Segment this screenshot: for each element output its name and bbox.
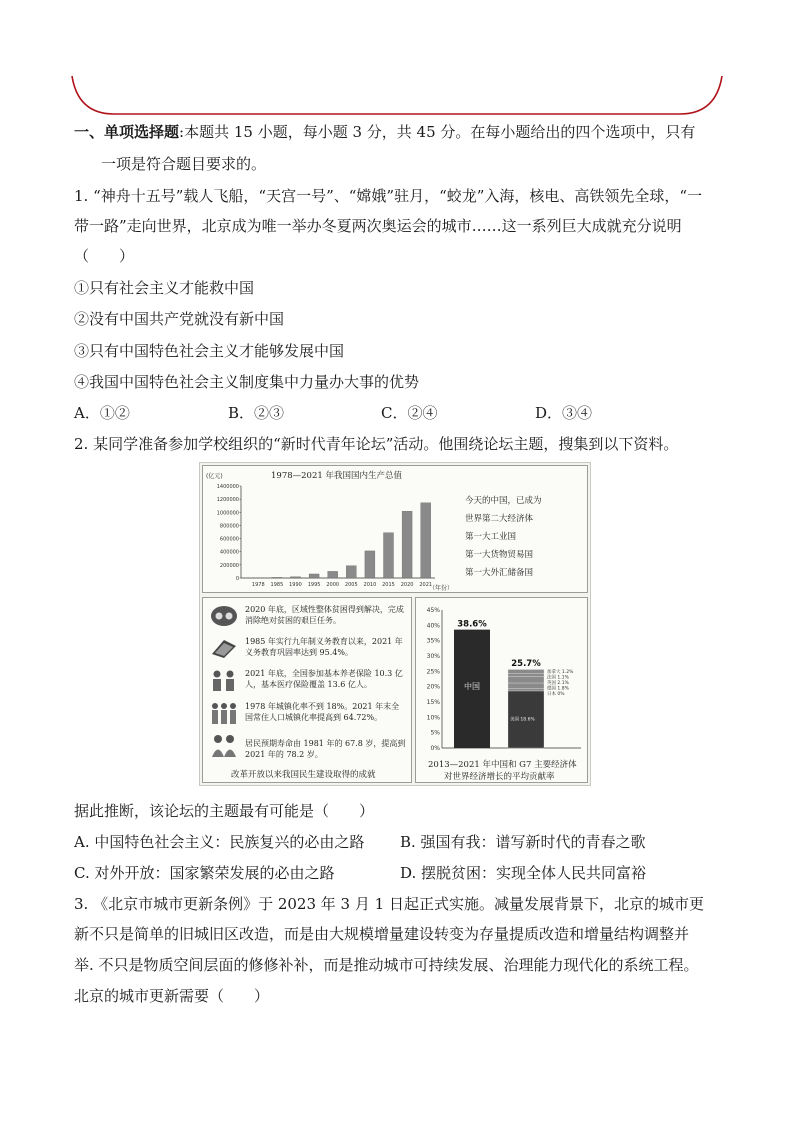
g7-segment-日本 (508, 689, 544, 691)
g7-panel (415, 597, 588, 783)
g7-y-tick-label: 15% (426, 699, 440, 706)
gdp-y-tick-label: 400000 (219, 549, 239, 556)
gdp-x-tick-label: 1990 (289, 582, 302, 588)
q1-stem-line1: 1. “神舟十五号”载人飞船，“天宫一号”、“嫦娥”驻月，“蛟龙”入海，核电、高铁领先全球，“一 (74, 187, 703, 205)
gdp-x-tick-label: 2021 (419, 582, 433, 588)
gdp-bar (365, 551, 375, 578)
g7-label-usa: 美国 18.6% (510, 717, 535, 723)
gdp-y-tick-label: 0 (235, 576, 239, 582)
fact-line-2: 世界第二大经济体 (465, 514, 534, 524)
gdp-x-tick-label: 2020 (400, 582, 414, 588)
gdp-bar (421, 503, 431, 578)
g7-label-德国: 德国 1.8% (547, 686, 569, 692)
q1-option-a[interactable]: A．①② (74, 404, 130, 422)
gdp-bar (402, 511, 412, 578)
fact-line-4: 第一大货物贸易国 (465, 550, 534, 560)
section-desc-line2: 一项是符合题目要求的。 (101, 155, 267, 173)
fact-line-5: 第一大外汇储备国 (465, 568, 534, 578)
gdp-bar (291, 577, 301, 578)
q3-stem-line1: 3. 《北京市城市更新条例》于 2023 年 3 月 1 日起正式实施。减量发展背景下，北京的城市更 (74, 895, 704, 913)
q3-stem-line2: 新不只是简单的旧城旧区改造，而是由大规模增量建设转变为存量提质改造和增量结构调整并 (74, 925, 690, 943)
gdp-y-tick-label: 1200000 (216, 497, 239, 504)
gdp-panel (202, 465, 588, 593)
gdp-x-tick-label: 2015 (382, 582, 395, 588)
q1-statement-1: ①只有社会主义才能救中国 (74, 279, 255, 297)
livelihood-item-2: 1985 年实行九年制义务教育以来，2021 年义务教育巩固率达到 95.4%。 (245, 637, 403, 657)
livelihood-item-1: 2020 年底，区域性整体贫困得到解决，完成消除绝对贫困的艰巨任务。 (245, 605, 404, 625)
g7-total-value-label: 25.7% (511, 659, 541, 670)
g7-label-日本: 日本 0% (547, 692, 565, 698)
g7-y-tick-label: 30% (426, 653, 440, 660)
livelihood-item-3: 2021 年底，全国参加基本养老保险 10.3 亿人，基本医疗保险覆盖 13.6 亿人。 (245, 669, 403, 689)
livelihood-panel (202, 597, 412, 783)
section-desc-line1: :本题共 15 小题，每小题 3 分，共 45 分。在每小题给出的四个选项中，只有 (179, 123, 696, 141)
family-icon (209, 668, 239, 692)
poverty-icon (209, 604, 239, 628)
elderly-icon (209, 734, 239, 758)
section-heading (74, 122, 695, 142)
g7-y-tick-label: 10% (426, 714, 440, 722)
gdp-x-tick-label: 2005 (344, 582, 358, 588)
g7-y-tick-label: 45% (426, 607, 440, 614)
gdp-x-unit: （年份） (429, 585, 453, 592)
g7-y-tick-label: 0% (430, 745, 440, 752)
g7-label-法国: 法国 1.1% (547, 675, 569, 681)
contribution-bar-chart (416, 598, 587, 758)
q2-material-figure (199, 462, 591, 786)
q1-statement-4: ④我国中国特色社会主义制度集中力量办大事的优势 (74, 373, 420, 391)
q3-stem-line4: 北京的城市更新需要（ ） (74, 987, 270, 1005)
livelihood-item-5: 居民预期寿命由 1981 年的 67.8 岁，提高到 2021 年的 78.2 岁。 (245, 739, 406, 759)
china-bar-label: 中国 (464, 681, 480, 691)
section-title: 一、单项选择题 (74, 123, 180, 141)
g7-y-tick-label: 35% (426, 637, 440, 645)
q2-option-a[interactable]: A. 中国特色社会主义：民族复兴的必由之路 (74, 833, 365, 851)
livelihood-item-4: 1978 年城镇化率不到 18%。2021 年末全国常住人口城镇化率提高到 64.72%。 (245, 702, 400, 722)
gdp-x-tick-label: 2000 (326, 582, 340, 588)
q3-stem-line3: 举. 不只是物质空间层面的修修补补，而是推动城市可持续发展、治理能力现代化的系统工程。 (74, 956, 699, 974)
gdp-bar (384, 533, 394, 578)
g7-segment-德国 (508, 683, 544, 689)
g7-y-tick-label: 20% (426, 683, 440, 691)
q1-statement-2: ②没有中国共产党就没有新中国 (74, 310, 285, 328)
g7-segment-加拿大 (508, 669, 544, 673)
g7-label-加拿大: 加拿大 1.2% (547, 670, 574, 676)
q2-option-d[interactable]: D. 摆脱贫困：实现全体人民共同富裕 (400, 864, 647, 882)
gdp-x-tick-label: 1995 (307, 582, 321, 588)
gdp-x-tick-label: 1985 (270, 582, 284, 588)
book-icon (209, 636, 239, 660)
g7-y-tick-label: 5% (430, 729, 440, 737)
header-decoration (70, 74, 724, 120)
g7-caption-line1: 2013—2021 年中国和 G7 主要经济体 (428, 760, 577, 770)
gdp-x-tick-label: 2010 (363, 582, 377, 588)
gdp-x-tick-label: 1978 (251, 582, 265, 588)
gdp-bar (253, 578, 263, 579)
gdp-bar (272, 577, 282, 578)
gdp-y-tick-label: 200000 (219, 562, 239, 569)
gdp-y-tick-label: 600000 (219, 536, 239, 543)
gdp-bar (346, 566, 356, 578)
gdp-bar (309, 574, 319, 578)
gdp-y-unit: (亿元) (206, 473, 223, 480)
q2-option-c[interactable]: C. 对外开放：国家繁荣发展的必由之路 (74, 864, 335, 882)
q1-statement-3: ③只有中国特色社会主义才能够发展中国 (74, 342, 345, 360)
q1-option-c[interactable]: C．②④ (381, 404, 438, 422)
q2-option-b[interactable]: B. 强国有我：谱写新时代的青春之歌 (400, 833, 646, 851)
g7-segment-法国 (508, 673, 544, 676)
gdp-y-tick-label: 1000000 (216, 510, 239, 517)
g7-y-tick-label: 40% (426, 622, 440, 630)
g7-label-英国: 英国 2.1% (547, 681, 569, 687)
q2-question: 据此推断，该论坛的主题最有可能是（ ） (74, 802, 375, 820)
gdp-y-tick-label: 800000 (219, 523, 239, 530)
q2-stem: 2. 某同学准备参加学校组织的“新时代青年论坛”活动。他围绕论坛主题，搜集到以下资料。 (74, 435, 679, 453)
gdp-y-tick-label: 1400000 (216, 484, 239, 490)
livelihood-caption: 改革开放以来我国民生建设取得的成就 (231, 770, 376, 780)
gdp-chart-title: 1978—2021 年我国国内生产总值 (271, 471, 402, 481)
q1-stem-line2: 带一路”走向世界，北京成为唯一举办冬夏两次奥运会的城市……这一系列巨大成就充分说明 (74, 217, 682, 235)
fact-line-3: 第一大工业国 (465, 532, 517, 542)
china-value-label: 38.6% (457, 619, 487, 630)
g7-segment-英国 (508, 677, 544, 683)
gdp-bar (328, 571, 338, 578)
q1-option-d[interactable]: D．③④ (535, 404, 593, 422)
g7-y-tick-label: 25% (426, 668, 440, 676)
q1-answer-blank: （ ） (74, 247, 135, 265)
fact-line-1: 今天的中国，已成为 (465, 496, 542, 506)
q1-option-b[interactable]: B．②③ (228, 404, 285, 422)
people-icon (209, 701, 239, 725)
gdp-bar-chart (203, 466, 453, 592)
g7-caption-line2: 对世界经济增长的平均贡献率 (444, 772, 555, 782)
